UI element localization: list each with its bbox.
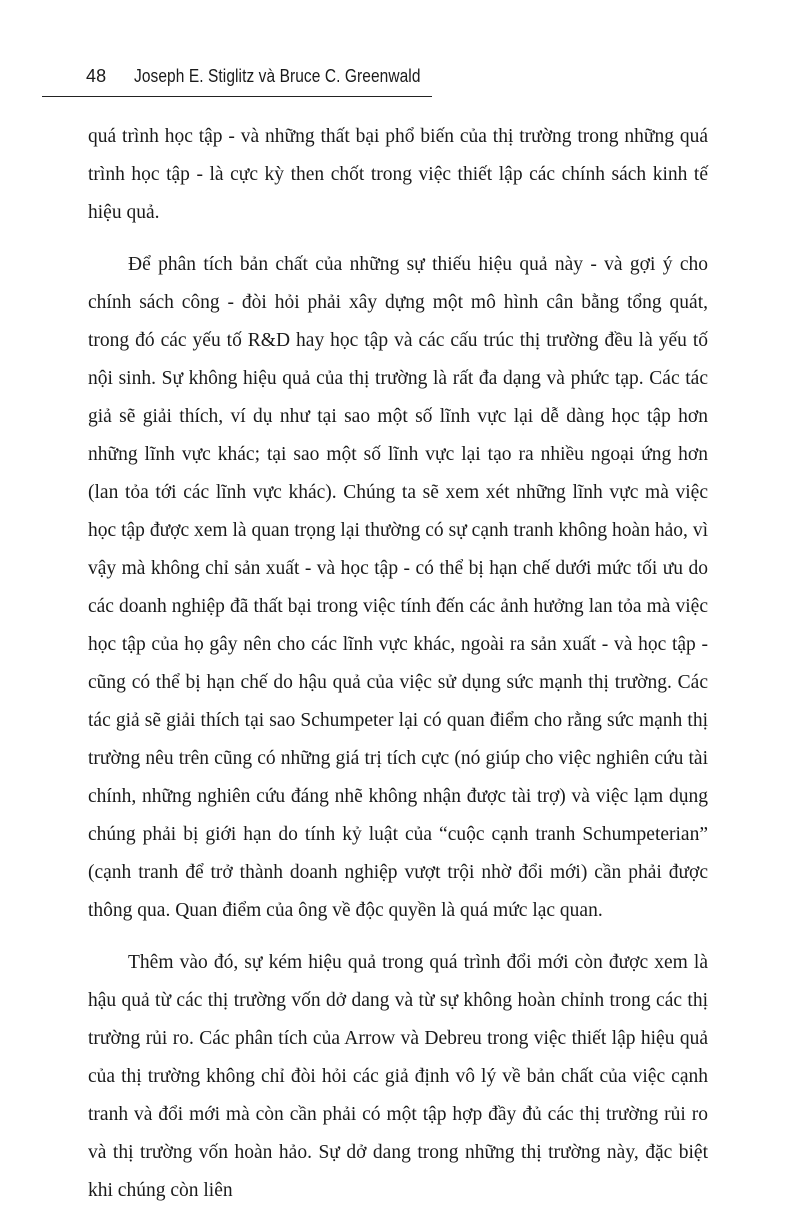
paragraph: Để phân tích bản chất của những sự thiếu hiệu quả này - và gợi ý cho chính sách công - đòi hỏi phải xây dựng một mô hình cân bằng tổng quát, trong đó các yếu tố R&D hay học tập và các cấu trúc thị trường đều là yếu tố nội sinh. Sự không hiệu quả của thị trường là rất đa dạng và phức tạp. Các tác giả sẽ giải thích, ví dụ như tại sao một số lĩnh vực lại dễ dàng học tập hơn những lĩnh vực khác; tại sao một số lĩnh vực lại tạo ra nhiều ngoại ứng hơn (lan tỏa tới các lĩnh vực khác). Chúng ta sẽ xem xét những lĩnh vực mà việc học tập được xem là quan trọng lại thường có sự cạnh tranh không hoàn hảo, vì vậy mà không chỉ sản xuất - và học tập - có thể bị hạn chế dưới mức tối ưu do các doanh nghiệp đã thất bại trong việc tính đến các ảnh hưởng lan tỏa mà việc học tập của họ gây nên cho các lĩnh vực khác, ngoài ra sản xuất - và học tập - cũng có thể bị hạn chế do hậu quả của việc sử dụng sức mạnh thị trường. Các tác giả sẽ giải thích tại sao Schumpeter lại có quan điểm cho rằng sức mạnh thị trường nêu trên cũng có những giá trị tích cực (nó giúp cho việc nghiên cứu tài chính, những nghiên cứu đáng nhẽ không nhận được tài trợ) và việc lạm dụng chúng phải bị giới hạn do tính kỷ luật của “cuộc cạnh tranh Schumpeterian” (cạnh tranh để trở thành doanh nghiệp vượt trội nhờ đổi mới) cần phải được thông qua. Quan điểm của ông về độc quyền là quá mức lạc quan.: [88, 254, 708, 921]
header-authors: Joseph E. Stiglitz và Bruce C. Greenwald: [134, 66, 421, 86]
body-text: [88, 118, 708, 1224]
paragraph-continuation: quá trình học tập - và những thất bại phổ biến của thị trường trong những quá trình học tập - là cực kỳ then chốt trong việc thiết lập các chính sách kinh tế hiệu quả.: [88, 126, 708, 223]
paragraph: Thêm vào đó, sự kém hiệu quả trong quá trình đổi mới còn được xem là hậu quả từ các thị trường vốn dở dang và từ sự không hoàn chỉnh trong các thị trường rủi ro. Các phân tích của Arrow và Debreu trong việc thiết lập hiệu quả của thị trường không chỉ đòi hỏi các giả định vô lý về bản chất của việc cạnh tranh và đổi mới mà còn cần phải có một tập hợp đầy đủ các thị trường rủi ro và thị trường vốn hoàn hảo. Sự dở dang trong những thị trường này, đặc biệt khi chúng còn liên: [88, 952, 708, 1201]
running-header: [42, 62, 432, 97]
page-number: 48: [86, 66, 107, 86]
